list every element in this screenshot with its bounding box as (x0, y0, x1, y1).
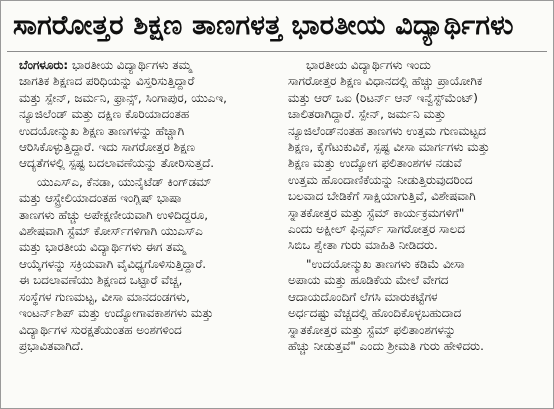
dateline: ಬೆಂಗಳೂರು: (19, 58, 69, 72)
text-line: ಮತ್ತು ಭಾರತೀಯ ವಿದ್ಯಾರ್ಥಿಗಳು ಈಗ ತಮ್ಮ (19, 240, 186, 255)
text-line: ಆದ್ಯತೆಗಳಲ್ಲಿ ಸ್ಪಷ್ಟ ಬದಲಾವಣೆಯನ್ನು ತೋರಿಸುತ್ತದೆ. (19, 156, 215, 171)
right-column (288, 57, 542, 407)
text-line: ತಾಣಗಳು ಹೆಚ್ಚು ಅಪೇಕ್ಷಣೀಯವಾಗಿ ಉಳಿದಿದ್ದರೂ, (19, 207, 209, 222)
text-line: ಸಾಗರೋತ್ತರ ಶಿಕ್ಷಣ ವಿಧಾನದಲ್ಲಿ ಹೆಚ್ಚು ಪ್ರಾಯೋಗಿಕ (288, 74, 483, 89)
text-line: ಹೆಚ್ಚು ನೀಡುತ್ತವೆ" ಎಂದು ಶ್ರೀಮತಿ ಗುರು ಹೇಳಿದರು. (288, 338, 484, 353)
text-line: ಸಿಬಿಒ ಶ್ವೇತಾ ಗುರು ಮಾಹಿತಿ ನೀಡಿದರು. (288, 238, 438, 253)
text-line: ಇಂಟರ್ನ್‌ಶಿಪ್ ಮತ್ತು ಉದ್ಯೋಗಾವಕಾಶಗಳು ಮತ್ತು (19, 306, 214, 321)
text-line: ಶಿಕ್ಷಣ ಮತ್ತು ಉದ್ಯೋಗ ಫಲಿತಾಂಶಗಳ ನಡುವೆ (288, 156, 462, 171)
headline: ಸಾಗರೋತ್ತರ ಶಿಕ್ಷಣ ತಾಣಗಳತ್ತ ಭಾರತೀಯ ವಿದ್ಯಾರ್ಥಿಗಳು (13, 10, 514, 41)
left-paragraph-2 (19, 174, 273, 354)
text-line: ಶಿಕ್ಷಣ, ಕೈಗೆಟುಕುವಿಕೆ, ಸ್ಪಷ್ಟ ವೀಸಾ ಮಾರ್ಗಗಳು ಮತ್ತು (288, 140, 490, 155)
text-line: ಚಾಲಿತರಾಗಿದ್ದಾರೆ. ಸ್ಪೇನ್, ಜರ್ಮನಿ ಮತ್ತು (288, 107, 446, 122)
text-line: ಎಂದು ಅಕ್ಷೀಲ್ ಫಿನ್ಸರ್ವ್ ಸಾಗರೋತ್ತರ ಸಾಲದ (288, 222, 465, 237)
text-line: ಸ್ನಾತಕೋತ್ತರ ಮತ್ತು ಸ್ಟೆಮ್ ಕಾರ್ಯಕ್ರಮಗಳಿಗೆ" (288, 205, 465, 220)
text-line: ಆಯ್ಕೆಗಳನ್ನು ಸಕ್ರಿಯವಾಗಿ ವೈವಿಧ್ಯಗೊಳಿಸುತ್ತಿದ್ದಾರೆ. (19, 256, 207, 271)
text-line: ಸ್ನಾತಕೋತ್ತರ ಮತ್ತು ಸ್ಟೆಮ್ ಫಲಿತಾಂಶಗಳನ್ನು (288, 322, 456, 337)
text-line: ಪ್ರಭಾವಿತವಾಗಿದೆ. (19, 338, 84, 353)
text-line (19, 57, 273, 73)
text-line: ಮತ್ತು ಆರ್ ಒಐ (ರಿಟರ್ನ್ ಆನ್ ಇನ್ವೆಸ್ಟ್‌ಮೆಂಟ್) (288, 90, 478, 105)
text-line: ಭಾರತೀಯ ವಿದ್ಯಾರ್ಥಿಗಳು ಇಂದು (306, 58, 431, 72)
text-line: ಜಾಗತಿಕ ಶಿಕ್ಷಣದ ಪರಿಧಿಯನ್ನು ವಿಸ್ತರಿಸುತ್ತಿದ್ದಾರೆ (19, 74, 195, 89)
text-line: ಈ ಬದಲಾವಣೆಯು ಶಿಕ್ಷಣದ ಒಟ್ಟಾರೆ ವೆಚ್ಚ, (19, 273, 183, 288)
text-line: ಉತ್ತಮ ಹೊಂದಾಣಿಕೆಯನ್ನು ನೀಡುತ್ತಿರುವುದರಿಂದ (288, 172, 473, 187)
right-paragraph-1 (288, 57, 542, 254)
text-line: ಸಂಸ್ಥೆಗಳ ಗುಣಮಟ್ಟ, ವೀಸಾ ಮಾನದಂಡಗಳು, (19, 289, 190, 304)
text-line: ಅರ್ಧದಷ್ಟು ವೆಚ್ಚದಲ್ಲಿ ಹೊಂದಿಕೊಳ್ಳಬಹುದಾದ (288, 306, 462, 321)
text-line: ಮತ್ತು ಸ್ಪೇನ್, ಜರ್ಮನಿ, ಫ್ರಾನ್ಸ್, ಸಿಂಗಾಪುರ, ಯುಎಇ, (19, 90, 227, 105)
text-line: ನ್ಯೂಜಿಲೆಂಡ್‌ನಂತಹ ತಾಣಗಳು ಉತ್ತಮ ಗುಣಮಟ್ಟದ (288, 123, 486, 138)
text-line: ಆದಾಯದೊಂದಿಗೆ ಲೆಗಸಿ ಮಾರುಕಟ್ಟೆಗಳ (288, 289, 438, 304)
text-line: "ಉದಯೋನ್ಮುಖ ತಾಣಗಳು ಕಡಿಮೆ ವೀಸಾ (306, 256, 465, 271)
text-line: ಅಪಾಯ ಮತ್ತು ಹೂಡಿಕೆಯ ಮೇಲೆ ವೇಗದ (288, 273, 449, 288)
text-line: ಯುಎಸ್‌ಎ, ಕೆನಡಾ, ಯುನೈಟೆಡ್ ಕಿಂಗ್‌ಡಮ್ (37, 174, 212, 189)
headline-divider (7, 51, 547, 52)
right-paragraph-2 (288, 256, 542, 354)
text-line: ಆರಿಸಿಕೊಳ್ಳುತ್ತಿದ್ದಾರೆ. ಇದು ಸಾಗರೋತ್ತರ ಶಿಕ್ಷಣ (19, 140, 195, 155)
text-line: ನ್ಯೂಜಿಲೆಂಡ್ ಮತ್ತು ದಕ್ಷಿಣ ಕೊರಿಯಾದಂತಹ (19, 107, 190, 122)
text-line: ಮತ್ತು ಆಸ್ಟ್ರೇಲಿಯಾದಂತಹ ಇಂಗ್ಲಿಷ್ ಭಾಷಾ (19, 191, 182, 206)
text-line: ಉದಯೋನ್ಮುಖ ಶಿಕ್ಷಣ ತಾಣಗಳನ್ನು ಹೆಚ್ಚಾಗಿ (19, 123, 185, 138)
left-paragraph-1 (19, 57, 273, 172)
left-column (19, 57, 273, 407)
text-line: ವಿಶೇಷವಾಗಿ ಸ್ಟೆಮ್ ಕೋರ್ಸ್‌ಗಳಿಗಾಗಿ ಯುಎಸ್‌ಎ (19, 224, 203, 239)
text-line-rest: ಭಾರತೀಯ ವಿದ್ಯಾರ್ಥಿಗಳು ತಮ್ಮ (68, 58, 192, 72)
text-line: ವಿದ್ಯಾರ್ಥಿಗಳ ಸುರಕ್ಷತೆಯಂತಹ ಅಂಶಗಳಿಂದ (19, 322, 182, 337)
text-line: ಬಲವಾದ ಬೇಡಿಕೆಗೆ ಸಾಕ್ಷಿಯಾಗುತ್ತಿವೆ, ವಿಶೇಷವಾಗಿ (288, 189, 476, 204)
